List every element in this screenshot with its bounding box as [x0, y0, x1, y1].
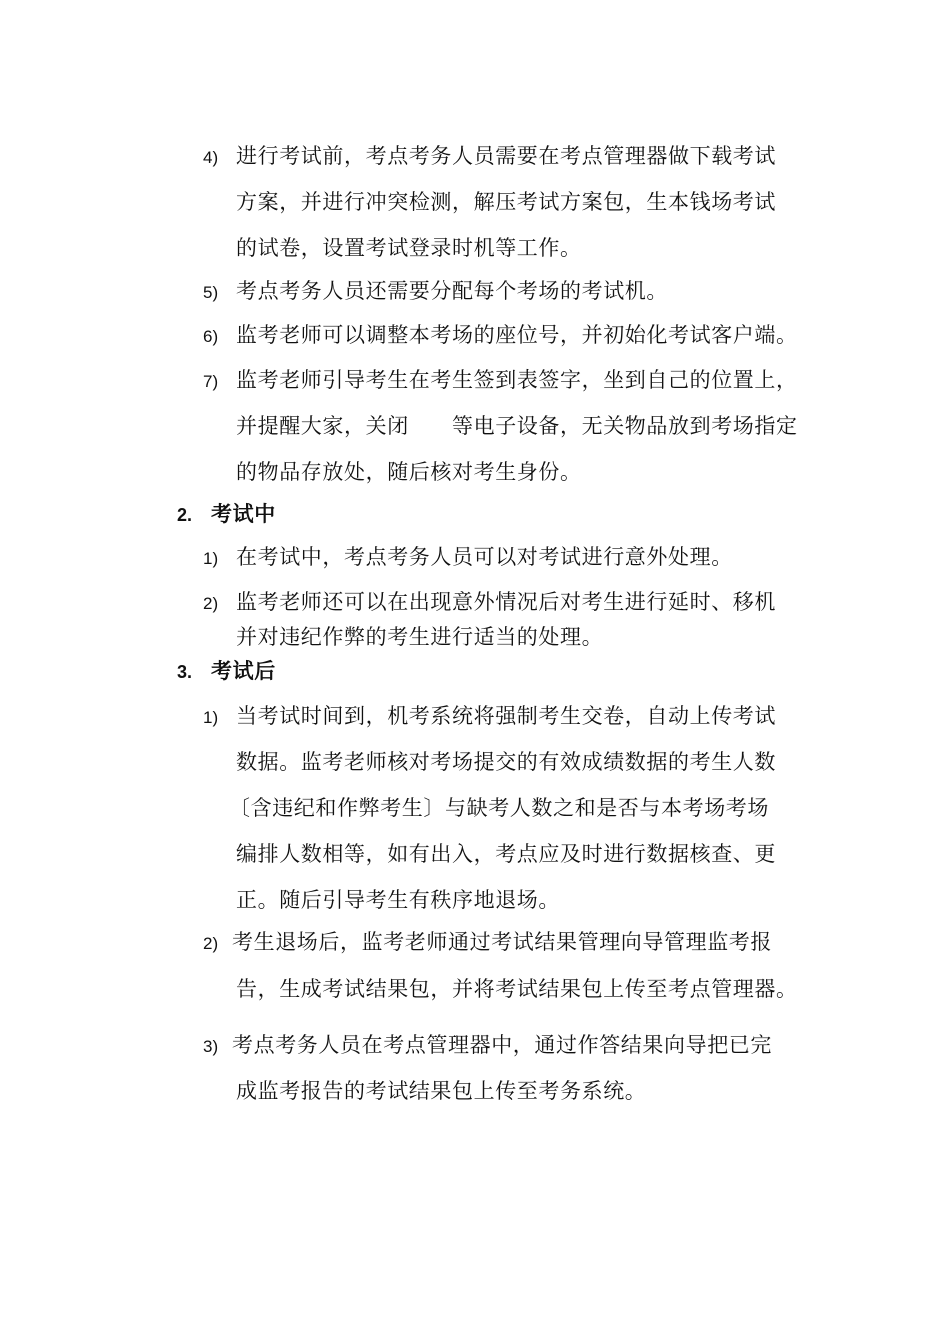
item-number: 1) [203, 708, 219, 727]
item-number: 1) [203, 549, 219, 568]
item-text-line: 成监考报告的考试结果包上传至考务系统。 [236, 1079, 647, 1103]
item-number: 7) [203, 372, 219, 391]
item-number: 3) [203, 1037, 219, 1056]
item-text-line: 正。随后引导考生有秩序地退场。 [236, 888, 560, 912]
item-text-line: 数据。监考老师核对考场提交的有效成绩数据的考生人数 [236, 750, 776, 774]
item-text-line: 的试卷，设置考试登录时机等工作。 [236, 236, 582, 260]
item-text-line: 方案，并进行冲突检测，解压考试方案包，生本钱场考试 [236, 190, 776, 214]
item-text-line: 考点考务人员在考点管理器中，通过作答结果向导把已完 [232, 1033, 772, 1057]
section-number: 3. [177, 662, 193, 682]
item-number: 6) [203, 327, 219, 346]
item-text-line: 告，生成考试结果包，并将考试结果包上传至考点管理器。 [236, 977, 798, 1001]
item-text-line: 并提醒大家，关闭 等电子设备，无关物品放到考场指定 [236, 414, 798, 438]
item-text-line: 并对违纪作弊的考生进行适当的处理。 [236, 625, 604, 649]
item-text-line: 的物品存放处，随后核对考生身份。 [236, 460, 582, 484]
item-text-line: 在考试中，考点考务人员可以对考试进行意外处理。 [236, 545, 733, 569]
item-number: 4) [203, 148, 219, 167]
section-heading: 考试中 [211, 502, 276, 526]
item-text-line: 监考老师还可以在出现意外情况后对考生进行延时、移机 [236, 590, 776, 614]
item-text-line: 进行考试前，考点考务人员需要在考点管理器做下载考试 [236, 144, 776, 168]
item-number: 2) [203, 594, 219, 613]
item-text-line: 考生退场后，监考老师通过考试结果管理向导管理监考报 [232, 930, 772, 954]
item-text-line: 监考老师可以调整本考场的座位号，并初始化考试客户端。 [236, 323, 798, 347]
item-text-line: 编排人数相等，如有出入，考点应及时进行数据核查、更 [236, 842, 776, 866]
section-heading: 考试后 [211, 659, 276, 683]
section-number: 2. [177, 505, 193, 525]
item-text-line: 〔含违纪和作弊考生〕与缺考人数之和是否与本考场考场 [229, 796, 769, 820]
item-text-line: 当考试时间到，机考系统将强制考生交卷，自动上传考试 [236, 704, 776, 728]
item-number: 5) [203, 283, 219, 302]
item-number: 2) [203, 934, 219, 953]
item-text-line: 考点考务人员还需要分配每个考场的考试机。 [236, 279, 668, 303]
item-text-line: 监考老师引导考生在考生签到表签字，坐到自己的位置上， [236, 368, 798, 392]
